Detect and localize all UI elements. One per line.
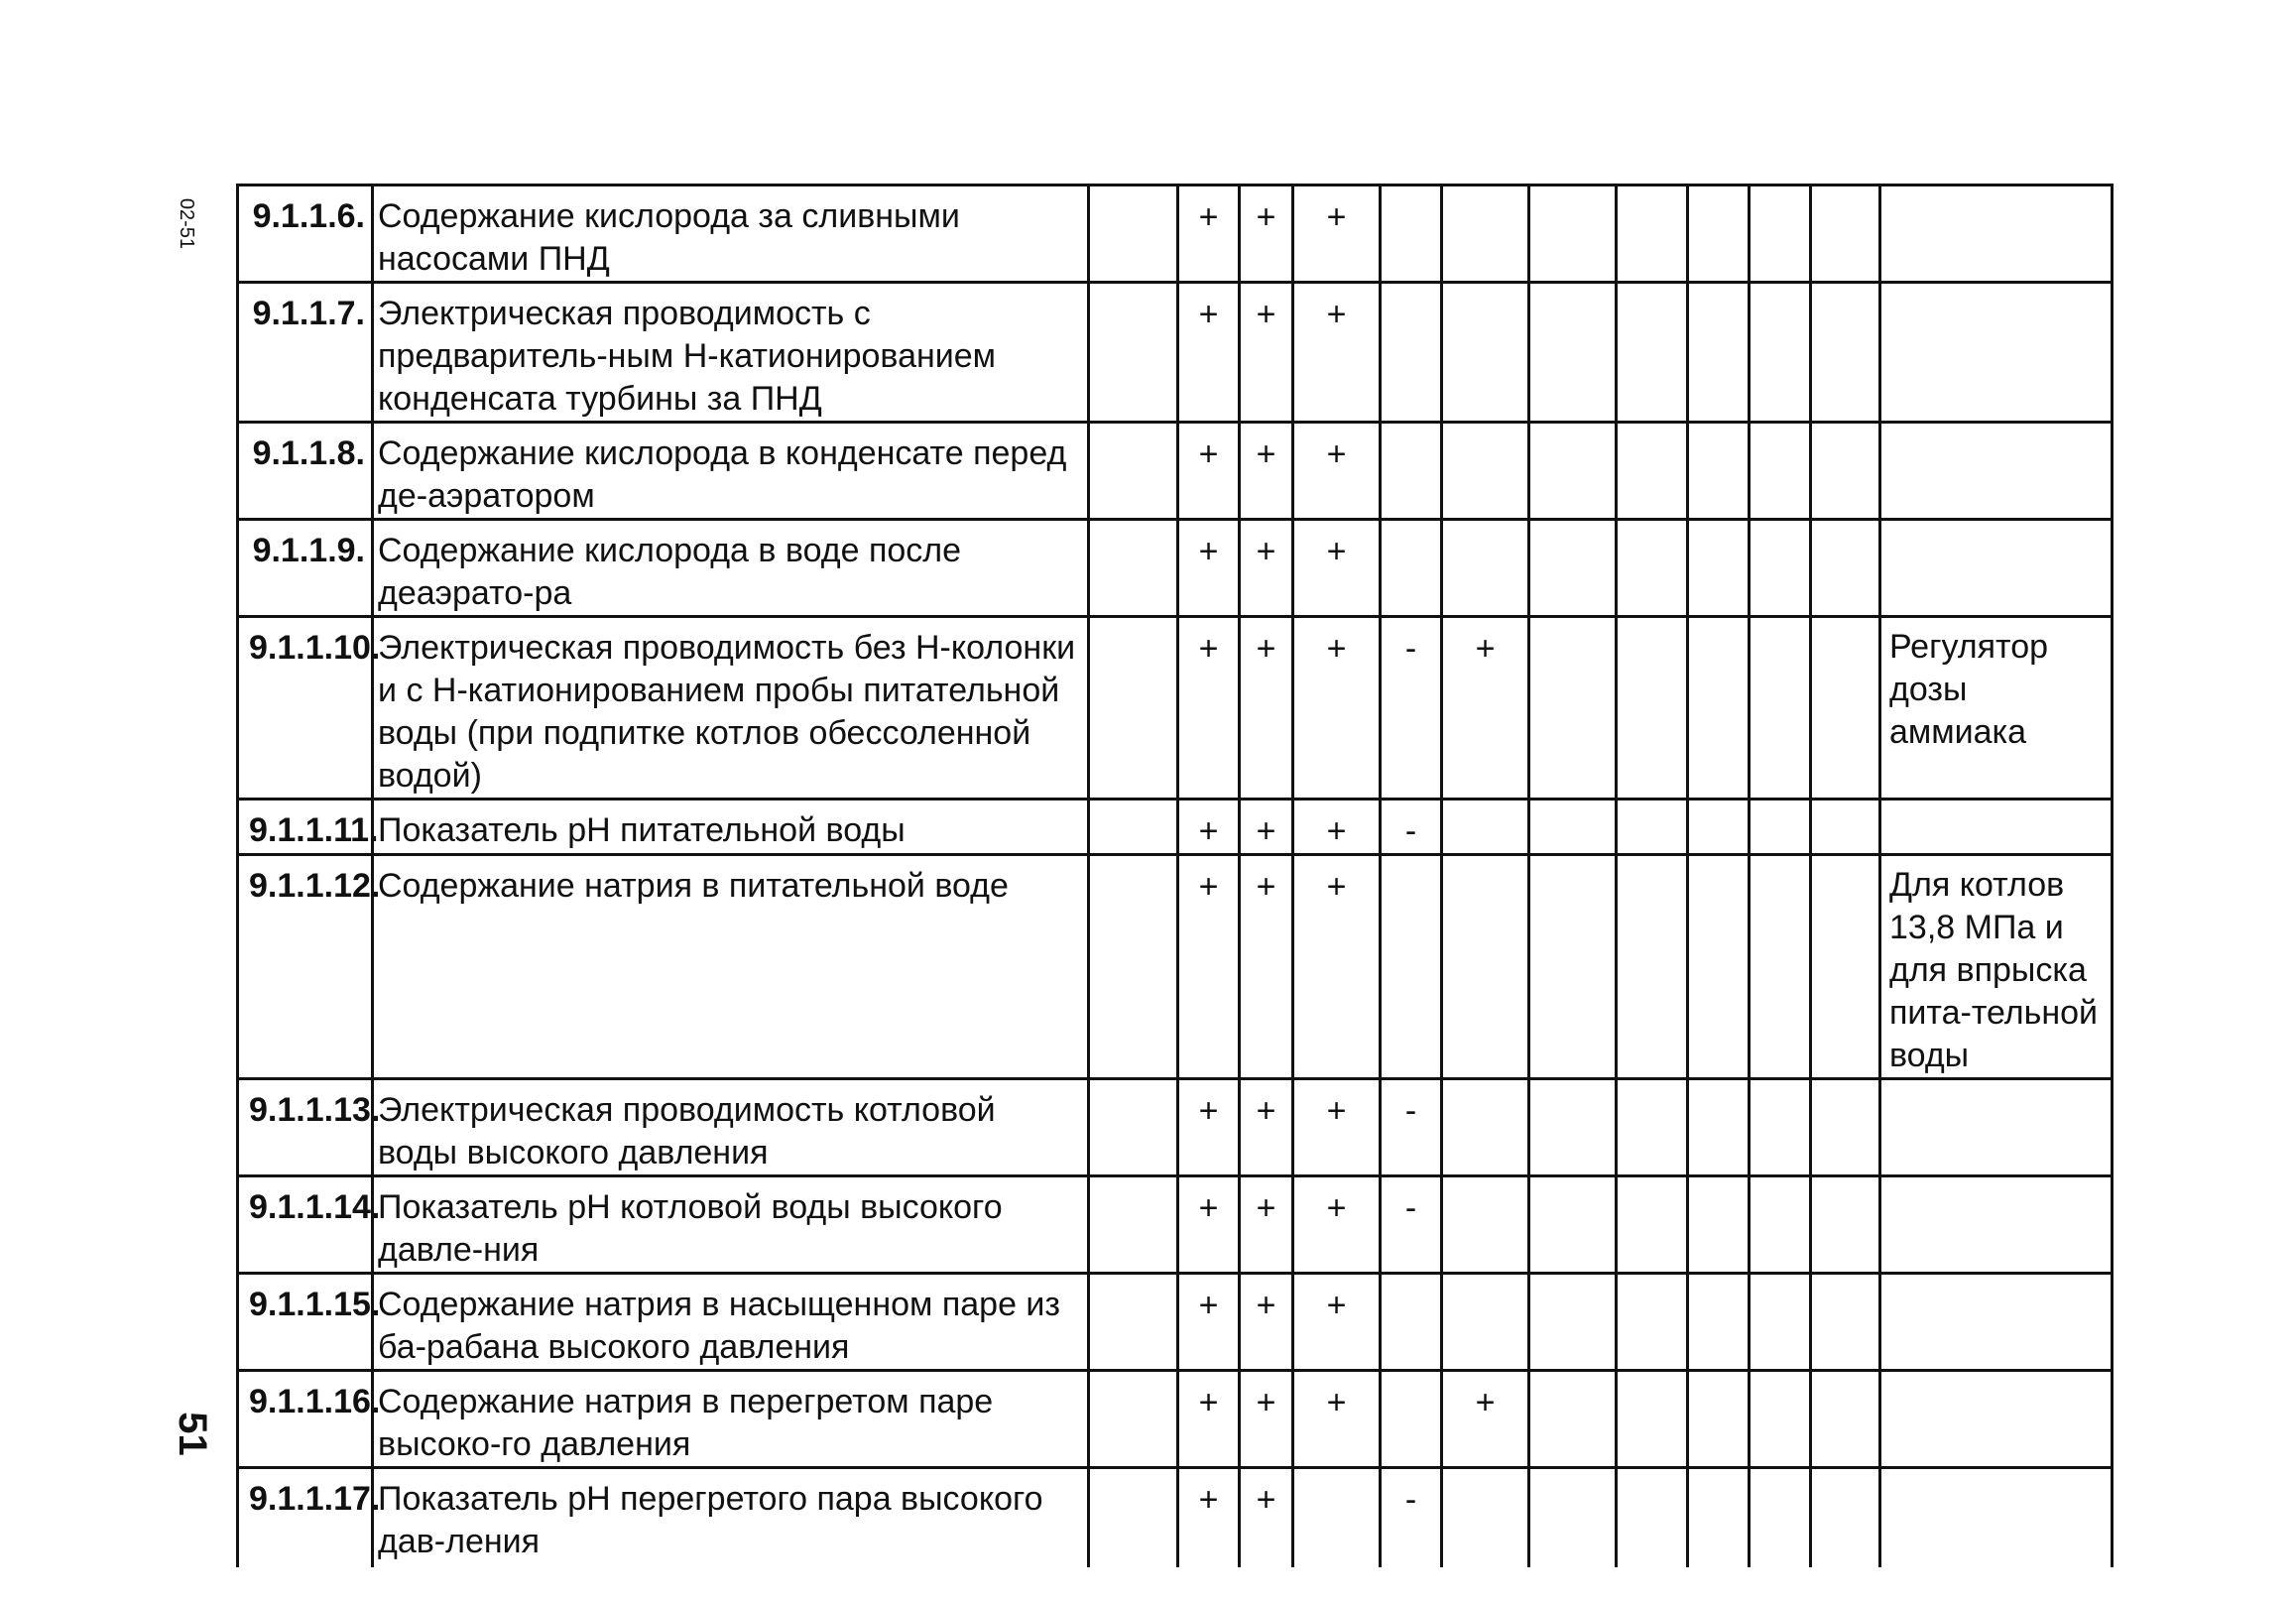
mark-cell xyxy=(1750,855,1811,1079)
mark-cell xyxy=(1089,1176,1178,1274)
row-description: Показатель рН перегретого пара высокого дав-ления xyxy=(373,1468,1089,1567)
row-note: Для котлов 13,8 МПа и для впрыска пита-тельной воды xyxy=(1880,855,2113,1079)
mark-cell xyxy=(1381,1274,1442,1371)
mark-cell xyxy=(1529,185,1617,283)
mark-cell xyxy=(1089,423,1178,520)
mark-cell xyxy=(1688,520,1750,617)
mark-cell: + xyxy=(1240,185,1293,283)
table-row xyxy=(238,283,2113,423)
mark-cell xyxy=(1617,1274,1688,1371)
parameters-table xyxy=(236,184,2114,1567)
mark-cell xyxy=(1688,855,1750,1079)
mark-cell xyxy=(1750,1079,1811,1176)
mark-cell: + xyxy=(1240,283,1293,423)
mark-cell: - xyxy=(1381,1176,1442,1274)
mark-cell xyxy=(1688,423,1750,520)
mark-cell xyxy=(1381,520,1442,617)
mark-cell: + xyxy=(1240,800,1293,855)
mark-cell xyxy=(1442,520,1529,617)
table-row xyxy=(238,617,2113,800)
row-number: 9.1.1.16. xyxy=(238,1371,373,1468)
mark-cell: + xyxy=(1240,1176,1293,1274)
row-description: Электрическая проводимость котловой воды высокого давления xyxy=(373,1079,1089,1176)
mark-cell: + xyxy=(1293,855,1381,1079)
mark-cell xyxy=(1442,185,1529,283)
mark-cell xyxy=(1089,1079,1178,1176)
mark-cell xyxy=(1089,1371,1178,1468)
row-description: Показатель рН котловой воды высокого давле-ния xyxy=(373,1176,1089,1274)
mark-cell xyxy=(1293,1468,1381,1567)
mark-cell xyxy=(1688,617,1750,800)
mark-cell: + xyxy=(1240,1274,1293,1371)
mark-cell xyxy=(1688,800,1750,855)
row-note xyxy=(1880,1468,2113,1567)
mark-cell xyxy=(1617,1176,1688,1274)
mark-cell xyxy=(1442,1468,1529,1567)
mark-cell xyxy=(1811,855,1880,1079)
mark-cell xyxy=(1442,1274,1529,1371)
mark-cell: - xyxy=(1381,1468,1442,1567)
mark-cell xyxy=(1811,283,1880,423)
mark-cell: + xyxy=(1178,1274,1240,1371)
table-row xyxy=(238,520,2113,617)
row-number: 9.1.1.11. xyxy=(238,800,373,855)
mark-cell xyxy=(1811,1468,1880,1567)
mark-cell: + xyxy=(1293,283,1381,423)
mark-cell xyxy=(1617,855,1688,1079)
row-number: 9.1.1.6. xyxy=(238,185,373,283)
row-description: Содержание натрия в перегретом паре высоко-го давления xyxy=(373,1371,1089,1468)
table-row xyxy=(238,1274,2113,1371)
mark-cell xyxy=(1442,283,1529,423)
mark-cell xyxy=(1811,617,1880,800)
row-description: Содержание кислорода в конденсате перед де-аэратором xyxy=(373,423,1089,520)
mark-cell: + xyxy=(1240,520,1293,617)
mark-cell: + xyxy=(1240,1079,1293,1176)
mark-cell xyxy=(1811,800,1880,855)
mark-cell: + xyxy=(1178,1176,1240,1274)
mark-cell xyxy=(1442,1079,1529,1176)
mark-cell: + xyxy=(1293,1176,1381,1274)
row-note xyxy=(1880,1274,2113,1371)
mark-cell xyxy=(1089,1468,1178,1567)
mark-cell xyxy=(1381,185,1442,283)
mark-cell xyxy=(1381,423,1442,520)
row-note xyxy=(1880,800,2113,855)
mark-cell: + xyxy=(1240,423,1293,520)
mark-cell xyxy=(1529,1371,1617,1468)
mark-cell xyxy=(1750,617,1811,800)
mark-cell: + xyxy=(1293,423,1381,520)
mark-cell xyxy=(1089,520,1178,617)
mark-cell xyxy=(1750,1274,1811,1371)
mark-cell: + xyxy=(1178,185,1240,283)
row-note: Регулятор дозы аммиака xyxy=(1880,617,2113,800)
row-note xyxy=(1880,283,2113,423)
row-number: 9.1.1.10. xyxy=(238,617,373,800)
mark-cell xyxy=(1811,423,1880,520)
mark-cell: + xyxy=(1240,1468,1293,1567)
mark-cell xyxy=(1688,1176,1750,1274)
row-note xyxy=(1880,1079,2113,1176)
mark-cell xyxy=(1529,283,1617,423)
mark-cell: + xyxy=(1293,185,1381,283)
mark-cell xyxy=(1529,520,1617,617)
row-number: 9.1.1.12. xyxy=(238,855,373,1079)
mark-cell xyxy=(1442,1176,1529,1274)
row-note xyxy=(1880,423,2113,520)
row-description: Содержание кислорода за сливными насосами ПНД xyxy=(373,185,1089,283)
mark-cell: + xyxy=(1240,1371,1293,1468)
row-description: Содержание кислорода в воде после деаэрато-ра xyxy=(373,520,1089,617)
document-code: 02-51 xyxy=(176,197,198,249)
mark-cell xyxy=(1750,423,1811,520)
row-description: Содержание натрия в питательной воде xyxy=(373,855,1089,1079)
mark-cell xyxy=(1442,800,1529,855)
mark-cell xyxy=(1089,185,1178,283)
row-description: Электрическая проводимость с предваритель-ным Н-катионированием конденсата турбины за ПНД xyxy=(373,283,1089,423)
row-note xyxy=(1880,185,2113,283)
mark-cell xyxy=(1529,1176,1617,1274)
mark-cell xyxy=(1811,1079,1880,1176)
mark-cell: + xyxy=(1240,855,1293,1079)
mark-cell xyxy=(1750,185,1811,283)
mark-cell xyxy=(1811,1274,1880,1371)
mark-cell xyxy=(1750,1176,1811,1274)
table-row xyxy=(238,1176,2113,1274)
mark-cell xyxy=(1529,423,1617,520)
mark-cell: + xyxy=(1293,1371,1381,1468)
mark-cell xyxy=(1688,1274,1750,1371)
mark-cell xyxy=(1529,617,1617,800)
mark-cell: + xyxy=(1178,1371,1240,1468)
mark-cell xyxy=(1617,423,1688,520)
mark-cell xyxy=(1750,520,1811,617)
row-number: 9.1.1.17. xyxy=(238,1468,373,1567)
mark-cell xyxy=(1089,283,1178,423)
mark-cell: + xyxy=(1178,423,1240,520)
mark-cell xyxy=(1811,520,1880,617)
mark-cell xyxy=(1617,520,1688,617)
mark-cell: + xyxy=(1178,855,1240,1079)
mark-cell: - xyxy=(1381,617,1442,800)
mark-cell: + xyxy=(1293,617,1381,800)
row-note xyxy=(1880,1176,2113,1274)
mark-cell xyxy=(1089,800,1178,855)
table-row xyxy=(238,1371,2113,1468)
mark-cell xyxy=(1617,185,1688,283)
mark-cell xyxy=(1529,1079,1617,1176)
mark-cell xyxy=(1529,800,1617,855)
mark-cell xyxy=(1442,855,1529,1079)
mark-cell: + xyxy=(1178,283,1240,423)
mark-cell: + xyxy=(1240,617,1293,800)
mark-cell xyxy=(1381,1371,1442,1468)
mark-cell xyxy=(1688,1079,1750,1176)
mark-cell xyxy=(1089,1274,1178,1371)
table-row xyxy=(238,855,2113,1079)
mark-cell xyxy=(1381,855,1442,1079)
table-row xyxy=(238,1468,2113,1567)
mark-cell: - xyxy=(1381,1079,1442,1176)
mark-cell xyxy=(1089,855,1178,1079)
row-note xyxy=(1880,1371,2113,1468)
mark-cell xyxy=(1381,283,1442,423)
mark-cell: + xyxy=(1293,520,1381,617)
row-number: 9.1.1.13. xyxy=(238,1079,373,1176)
mark-cell xyxy=(1529,1274,1617,1371)
page-number: 51 xyxy=(170,1411,214,1456)
mark-cell: + xyxy=(1178,520,1240,617)
mark-cell: + xyxy=(1293,800,1381,855)
mark-cell xyxy=(1811,185,1880,283)
row-description: Показатель рН питательной воды xyxy=(373,800,1089,855)
mark-cell xyxy=(1617,617,1688,800)
mark-cell xyxy=(1529,855,1617,1079)
table-row xyxy=(238,800,2113,855)
mark-cell xyxy=(1750,800,1811,855)
mark-cell: + xyxy=(1178,800,1240,855)
mark-cell: + xyxy=(1178,1468,1240,1567)
mark-cell: - xyxy=(1381,800,1442,855)
mark-cell xyxy=(1688,1468,1750,1567)
mark-cell: + xyxy=(1293,1274,1381,1371)
row-number: 9.1.1.7. xyxy=(238,283,373,423)
mark-cell xyxy=(1089,617,1178,800)
mark-cell xyxy=(1688,283,1750,423)
row-description: Электрическая проводимость без Н-колонки и с Н-катионированием пробы питательной воды (при подпитке котлов обессоленной водой) xyxy=(373,617,1089,800)
mark-cell: + xyxy=(1178,1079,1240,1176)
mark-cell: + xyxy=(1178,617,1240,800)
mark-cell xyxy=(1750,1371,1811,1468)
mark-cell xyxy=(1688,185,1750,283)
mark-cell xyxy=(1750,1468,1811,1567)
mark-cell xyxy=(1617,1371,1688,1468)
mark-cell xyxy=(1617,800,1688,855)
mark-cell xyxy=(1750,283,1811,423)
table-row xyxy=(238,1079,2113,1176)
mark-cell: + xyxy=(1442,1371,1529,1468)
row-note xyxy=(1880,520,2113,617)
mark-cell xyxy=(1529,1468,1617,1567)
mark-cell xyxy=(1811,1371,1880,1468)
mark-cell xyxy=(1442,423,1529,520)
row-number: 9.1.1.14. xyxy=(238,1176,373,1274)
mark-cell: + xyxy=(1442,617,1529,800)
table-row xyxy=(238,185,2113,283)
mark-cell xyxy=(1811,1176,1880,1274)
row-description: Содержание натрия в насыщенном паре из ба-рабана высокого давления xyxy=(373,1274,1089,1371)
mark-cell xyxy=(1617,1468,1688,1567)
row-number: 9.1.1.8. xyxy=(238,423,373,520)
mark-cell xyxy=(1688,1371,1750,1468)
mark-cell: + xyxy=(1293,1079,1381,1176)
mark-cell xyxy=(1617,1079,1688,1176)
mark-cell xyxy=(1617,283,1688,423)
table-row xyxy=(238,423,2113,520)
row-number: 9.1.1.15. xyxy=(238,1274,373,1371)
row-number: 9.1.1.9. xyxy=(238,520,373,617)
